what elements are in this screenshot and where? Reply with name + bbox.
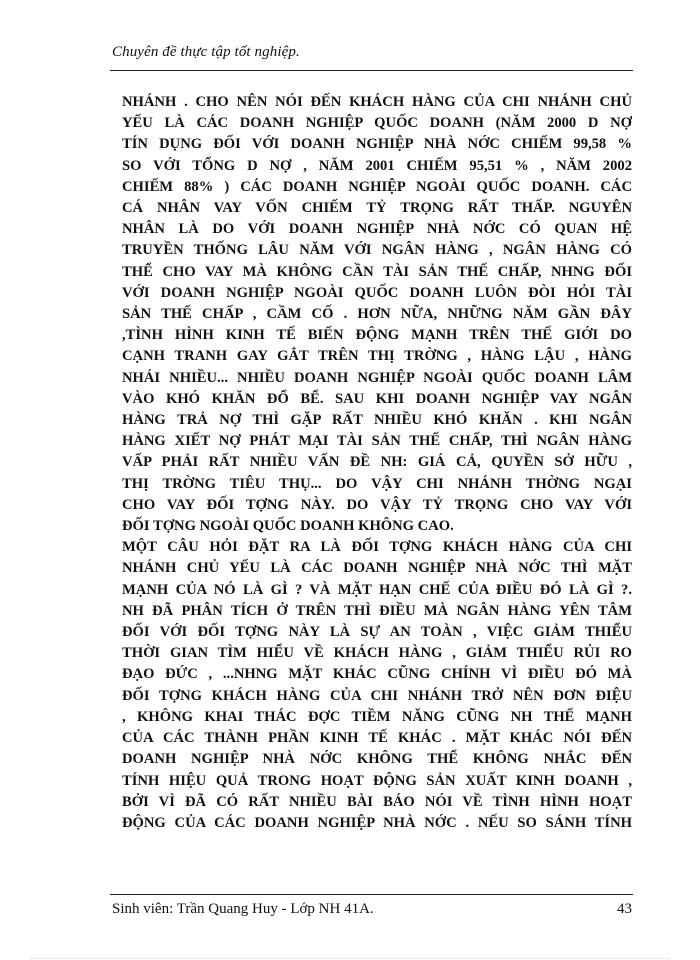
text-line: VÀO KHÓ KHĂN ĐỔ BỂ. SAU KHI DOANH NGHIỆP VAY NGÂN	[122, 390, 632, 407]
text-line: NHÁI NHIỀU... NHIỀU DOANH NGHIỆP NGOÀI QUỐC DOANH LÂM	[122, 369, 632, 386]
text-line: ĐỐI VỚI ĐỐI TỢNG NÀY LÀ SỰ AN TOÀN , VIỆC GIẢM THIỂU	[122, 624, 632, 641]
text-line: CHIẾM 88% ) CÁC DOANH NGHIỆP NGOÀI QUỐC DOANH. CÁC	[122, 178, 632, 195]
text-line: HÀNG TRẢ NỢ THÌ GẶP RẤT NHIỀU KHÓ KHĂN . KHI NGÂN	[122, 412, 632, 429]
text-line: NHÁNH . CHO NÊN NÓI ĐẾN KHÁCH HÀNG CỦA CHI NHÁNH CHỦ	[122, 94, 632, 110]
text-line: SO VỚI TỔNG D NỢ , NĂM 2001 CHIẾM 95,51 % , NĂM 2002	[122, 157, 632, 174]
text-line: ĐỐI TỢNG KHÁCH HÀNG CỦA CHI NHÁNH TRỞ NÊN ĐƠN ĐIỆU	[122, 687, 632, 704]
text-line: DOANH NGHIỆP NHÀ NỚC KHÔNG THỂ KHÔNG NHẮC ĐẾN	[122, 751, 632, 768]
text-line: ĐẠO ĐỨC , ...NHNG MẶT KHÁC CŨNG CHÍNH VÌ ĐIỀU ĐÓ MÀ	[122, 666, 632, 683]
text-line: TÍN DỤNG ĐỐI VỚI DOANH NGHIỆP NHÀ NỚC CHIẾM 99,58 %	[122, 136, 632, 153]
text-line: CỦA CÁC THÀNH PHẦN KINH TẾ KHÁC . MẶT KHÁC NÓI ĐẾN	[122, 730, 632, 747]
text-line: MẠNH CỦA NÓ LÀ GÌ ? VÀ MẶT HẠN CHẾ CỦA ĐIỀU ĐÓ LÀ GÌ ?.	[122, 581, 632, 598]
text-line: THỜI GIAN TÌM HIỂU VỀ KHÁCH HÀNG , GIẢM THIỂU RỦI RO	[122, 645, 632, 662]
paragraph-1	[122, 92, 632, 537]
text-line: BỞI VÌ ĐÃ CÓ RẤT NHIỀU BÀI BÁO NÓI VỀ TÌNH HÌNH HOẠT	[122, 793, 632, 810]
text-line: ĐỐI TỢNG NGOÀI QUỐC DOANH KHÔNG CAO.	[122, 518, 454, 535]
text-line: , KHÔNG KHAI THÁC ĐỢC TIỀM NĂNG CŨNG NH THẾ MẠNH	[122, 708, 632, 725]
header-divider	[110, 70, 633, 71]
paragraph-2	[122, 537, 632, 834]
text-line: CÁ NHÂN VAY VỐN CHIẾM TỶ TRỌNG RẤT THẤP. NGUYÊN	[122, 200, 632, 217]
text-line: VỚI DOANH NGHIỆP NGOÀI QUỐC DOANH LUÔN ĐÒI HỎI TÀI	[122, 284, 632, 301]
text-line: THỂ CHO VAY MÀ KHÔNG CẦN TÀI SẢN THẾ CHẤP, NHNG ĐỐI	[122, 263, 632, 280]
text-line: YẾU LÀ CÁC DOANH NGHIỆP QUỐC DOANH (NĂM 2000 D NỢ	[122, 115, 632, 132]
text-line: NHÂN LÀ DO VỚI DOANH NGHIỆP NHÀ NỚC CÓ QUAN HỆ	[122, 221, 632, 238]
footer-student-info: Sinh viên: Trần Quang Huy - Lớp NH 41A.	[112, 901, 374, 917]
text-line: ĐỘNG CỦA CÁC DOANH NGHIỆP NHÀ NỚC . NẾU SO SÁNH TÍNH	[122, 814, 632, 831]
text-line: SẢN THẾ CHẤP , CẦM CỐ . HƠN NỮA, NHỮNG NĂM GẦN ĐÂY	[122, 306, 632, 323]
text-line: MỘT CÂU HỎI ĐẶT RA LÀ ĐỐI TỢNG KHÁCH HÀNG CỦA CHI	[122, 539, 632, 556]
text-line: CẠNH TRANH GAY GẮT TRÊN THỊ TRỜNG , HÀNG LẬU , HÀNG	[122, 348, 632, 365]
page-bottom-edge	[30, 958, 670, 959]
text-line: ,TÌNH HÌNH KINH TẾ BIẾN ĐỘNG MẠNH TRÊN THẾ GIỚI DO	[122, 327, 632, 344]
page-number: 43	[617, 901, 632, 917]
text-line: THỊ TRỜNG TIÊU THỤ... DO VẬY CHI NHÁNH THỜNG NGẠI	[122, 475, 632, 492]
text-line: VẤP PHẢI RẤT NHIỀU VẤN ĐỀ NH: GIÁ CẢ, QUYỀN SỞ HỮU ,	[122, 454, 632, 471]
text-line: NH ĐÃ PHÂN TÍCH Ở TRÊN THÌ ĐIỀU MÀ NGÂN HÀNG YÊN TÂM	[122, 602, 632, 619]
text-line: TRUYỀN THỐNG LÂU NĂM VỚI NGÂN HÀNG , NGÂN HÀNG CÓ	[122, 242, 632, 259]
document-body	[122, 92, 632, 834]
text-line: TÍNH HIỆU QUẢ TRONG HOẠT ĐỘNG SẢN XUẤT KINH DOANH ,	[122, 772, 632, 789]
footer-divider	[110, 894, 633, 895]
header-title: Chuyên đề thực tập tốt nghiệp.	[112, 44, 300, 60]
text-line: CHO VAY ĐỐI TỢNG NÀY. DO VẬY TỶ TRỌNG CHO VAY VỚI	[122, 496, 632, 513]
text-line: HÀNG XIẾT NỢ PHÁT MẠI TÀI SẢN THẾ CHẤP, THÌ NGÂN HÀNG	[122, 433, 632, 450]
text-line: NHÁNH CHỦ YẾU LÀ CÁC DOANH NGHIỆP NHÀ NỚC THÌ MẶT	[122, 560, 632, 577]
